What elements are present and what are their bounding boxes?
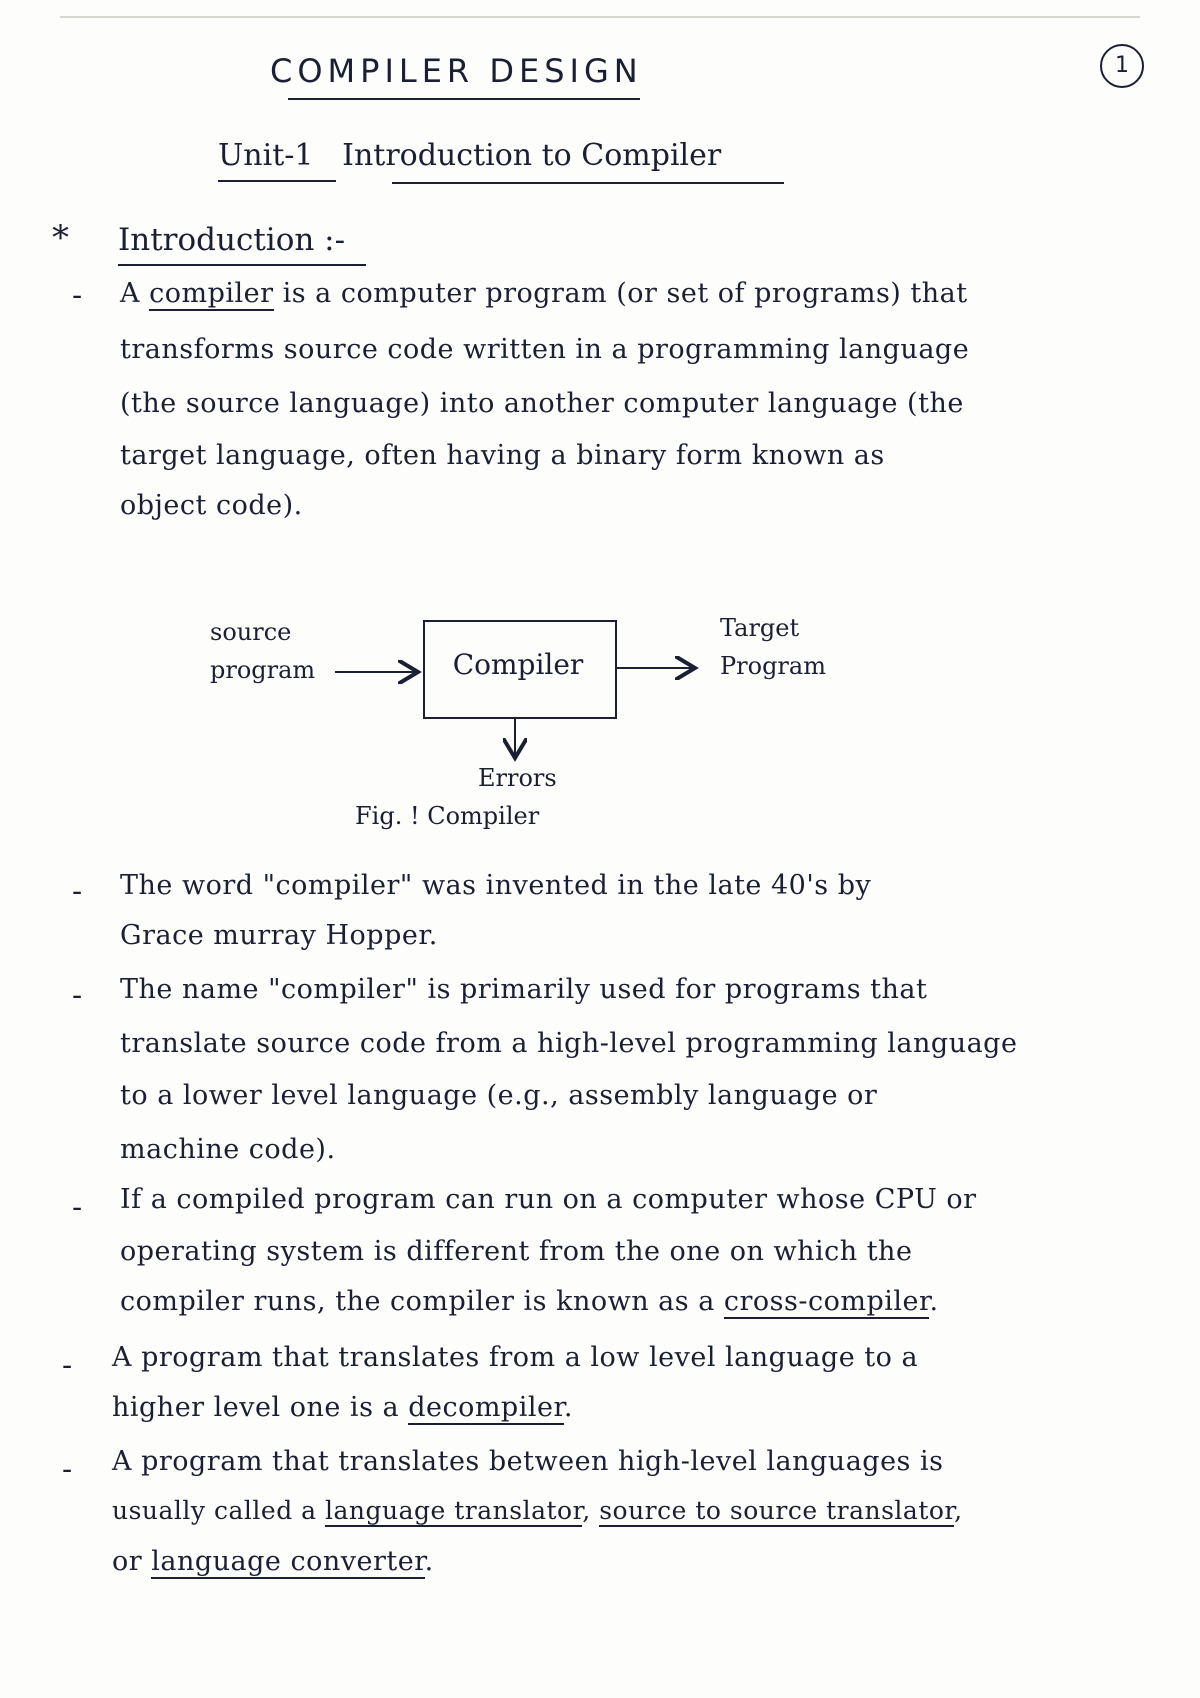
dash-bullet: - (62, 1348, 73, 1383)
bullet4-line1: If a compiled program can run on a computer whose CPU or (120, 1184, 977, 1215)
term-cross-compiler: cross-compiler (723, 1286, 930, 1317)
page-number-circle: 1 (1100, 44, 1144, 88)
term-source-to-source-translator: source to source translator (599, 1496, 955, 1525)
errors-label: Errors (478, 764, 557, 792)
asterisk-bullet: * (52, 218, 69, 258)
source-program-label-line2: program (210, 656, 316, 684)
dash-bullet: - (72, 874, 83, 909)
bullet3-line2: translate source code from a high-level programming language (120, 1028, 1018, 1059)
bullet5-line2 (112, 1392, 573, 1423)
b4-line3-prefix: compiler runs, the compiler is known as a (120, 1286, 724, 1317)
bullet4-line2: operating system is different from the one on which the (120, 1236, 913, 1267)
b5-line2-suffix: . (563, 1392, 573, 1423)
dash-bullet: - (72, 278, 83, 313)
bullet2-line1: The word "compiler" was invented in the late 40's by (120, 870, 872, 901)
dash-bullet: - (72, 1190, 83, 1225)
page-title: COMPILER DESIGN (270, 52, 643, 90)
bullet3-line3: to a lower level language (e.g., assembly language or (120, 1080, 878, 1111)
b6-line2-prefix: usually called a (112, 1496, 325, 1525)
dash-bullet: - (62, 1452, 73, 1487)
b5-line2-prefix: higher level one is a (112, 1392, 409, 1423)
paragraph1-line4: target language, often having a binary form known as (120, 440, 885, 471)
target-program-label-line1: Target (720, 614, 800, 642)
bullet3-line4: machine code). (120, 1134, 336, 1165)
bullet3-line1: The name "compiler" is primarily used for programs that (120, 974, 928, 1005)
bullet2-line2: Grace murray Hopper. (120, 920, 438, 951)
source-program-label-line1: source (210, 618, 292, 646)
compiler-box-label: Compiler (452, 648, 584, 681)
unit-label: Unit-1 (218, 138, 314, 173)
bullet6-line3 (112, 1546, 434, 1577)
dash-bullet: - (72, 978, 83, 1013)
target-program-label-line2: Program (720, 652, 826, 680)
section-heading: Introduction :- (118, 222, 346, 258)
paragraph1-line5: object code). (120, 490, 303, 521)
figure-caption: Fig. ! Compiler (355, 802, 540, 830)
term-compiler: compiler (149, 278, 274, 309)
unit-title: Introduction to Compiler (342, 138, 722, 173)
b6-line2-mid: , (582, 1496, 600, 1525)
paragraph1-line2: transforms source code written in a programming language (120, 334, 970, 365)
bullet6-line1: A program that translates between high-level languages is (112, 1446, 944, 1477)
p1-line1-rest: is a computer program (or set of programs) that (273, 278, 968, 309)
term-language-converter: language converter (151, 1546, 425, 1577)
paragraph1-line3: (the source language) into another computer language (the (120, 388, 964, 419)
bullet6-line2 (112, 1496, 963, 1525)
term-decompiler: decompiler (408, 1392, 564, 1423)
b4-line3-suffix: . (929, 1286, 939, 1317)
p1-line1-prefix: A (120, 278, 150, 309)
b6-line3-prefix: or (112, 1546, 152, 1577)
b6-line3-suffix: . (424, 1546, 434, 1577)
bullet5-line1: A program that translates from a low level language to a (112, 1342, 919, 1373)
b6-line2-suffix: , (954, 1496, 963, 1525)
bullet4-line3 (120, 1286, 939, 1317)
term-language-translator: language translator (325, 1496, 583, 1525)
